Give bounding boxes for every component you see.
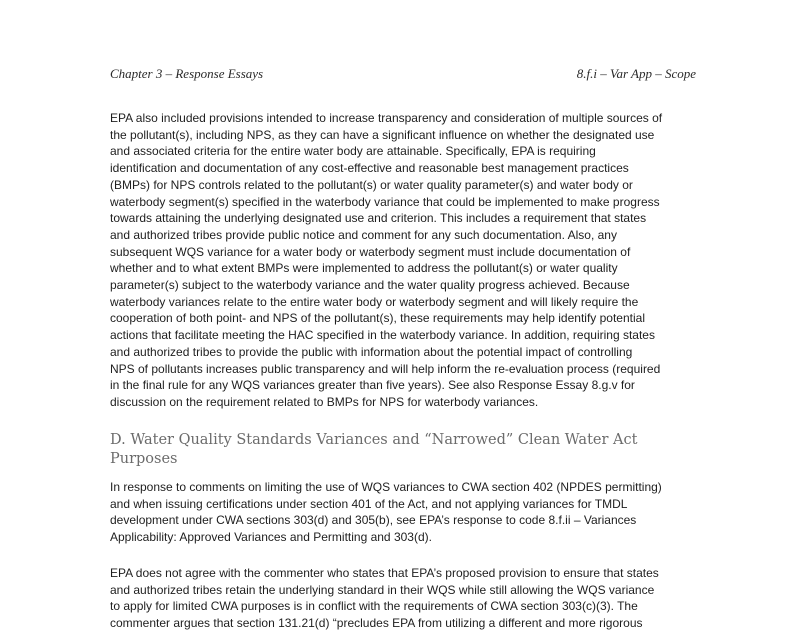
- section-code: 8.f.i – Var App – Scope: [576, 66, 696, 81]
- heading-line: Purposes: [110, 451, 178, 467]
- text-line: in the final rule for any WQS variances greater than five years). See also Response Essay 8.g.v for: [110, 378, 635, 393]
- paragraph-comments-response: [110, 479, 700, 546]
- text-line: and authorized tribes to provide the public with information about the potential impact of controlling: [110, 344, 633, 359]
- text-line: commenter argues that section 131.21(d) “precludes EPA from utilizing a different and more rigorous: [110, 616, 643, 631]
- text-line: waterbody segment(s) specified in the waterbody variance that could be implemented to make progress: [110, 194, 660, 209]
- text-line: development under CWA sections 303(d) and 305(b), see EPA’s response to code 8.f.ii – Variances: [110, 513, 637, 528]
- text-line: and authorized tribes retain the underlying standard in their WQS while still allowing the WQS variance: [110, 582, 655, 597]
- text-line: parameter(s) subject to the waterbody variance and the water quality progress achieved. Because: [110, 278, 630, 293]
- text-line: and when issuing certifications under section 401 of the Act, and not applying variances for TMDL: [110, 496, 628, 511]
- chapter-title: Chapter 3 – Response Essays: [110, 66, 264, 81]
- text-line: the pollutant(s), including NPS, as they can have a significant influence on whether the designated use: [110, 127, 655, 142]
- text-line: EPA also included provisions intended to increase transparency and consideration of multiple sources of: [110, 111, 663, 125]
- section-heading: [110, 431, 690, 469]
- text-line: discussion on the requirement related to BMPs for NPS for waterbody variances.: [110, 394, 539, 409]
- text-line: In response to comments on limiting the use of WQS variances to CWA section 402 (NPDES permitting): [110, 480, 662, 494]
- paragraph-transparency: [110, 110, 700, 411]
- text-line: waterbody variances relate to the entire water body or waterbody segment and will likely require the: [110, 294, 639, 309]
- heading-line: D. Water Quality Standards Variances and “Narrowed” Clean Water Act: [110, 432, 638, 448]
- text-line: and authorized tribes provide public notice and comment for any such documentation. Also, any: [110, 227, 617, 242]
- paragraph-epa-disagrees: [110, 565, 700, 632]
- text-line: to apply for limited CWA purposes is in conflict with the requirements of CWA section 303(c)(3). The: [110, 599, 638, 614]
- page-header: [110, 66, 696, 84]
- text-line: Applicability: Approved Variances and Permitting and 303(d).: [110, 530, 432, 545]
- text-line: and associated criteria for the entire water body are attainable. Specifically, EPA is requiring: [110, 144, 596, 159]
- text-line: whether and to what extent BMPs were implemented to address the pollutant(s) or water quality: [110, 261, 618, 276]
- text-line: cooperation of both point- and NPS of the pollutant(s), these requirements may help identify potential: [110, 311, 645, 326]
- text-line: towards attaining the underlying designated use and criterion. This includes a requirement that states: [110, 211, 647, 226]
- text-line: NPS of pollutants increases public transparency and will help inform the re-evaluation process (required: [110, 361, 661, 376]
- text-line: subsequent WQS variance for a water body or waterbody segment must include documentation of: [110, 244, 631, 259]
- text-line: actions that facilitate meeting the HAC specified in the waterbody variance. In addition, requiring states: [110, 328, 655, 343]
- text-line: EPA does not agree with the commenter who states that EPA’s proposed provision to ensure that states: [110, 566, 659, 580]
- text-line: (BMPs) for NPS controls related to the pollutant(s) or water quality parameter(s) and water body or: [110, 177, 633, 192]
- text-line: identification and documentation of any cost-effective and reasonable best management practices: [110, 161, 629, 176]
